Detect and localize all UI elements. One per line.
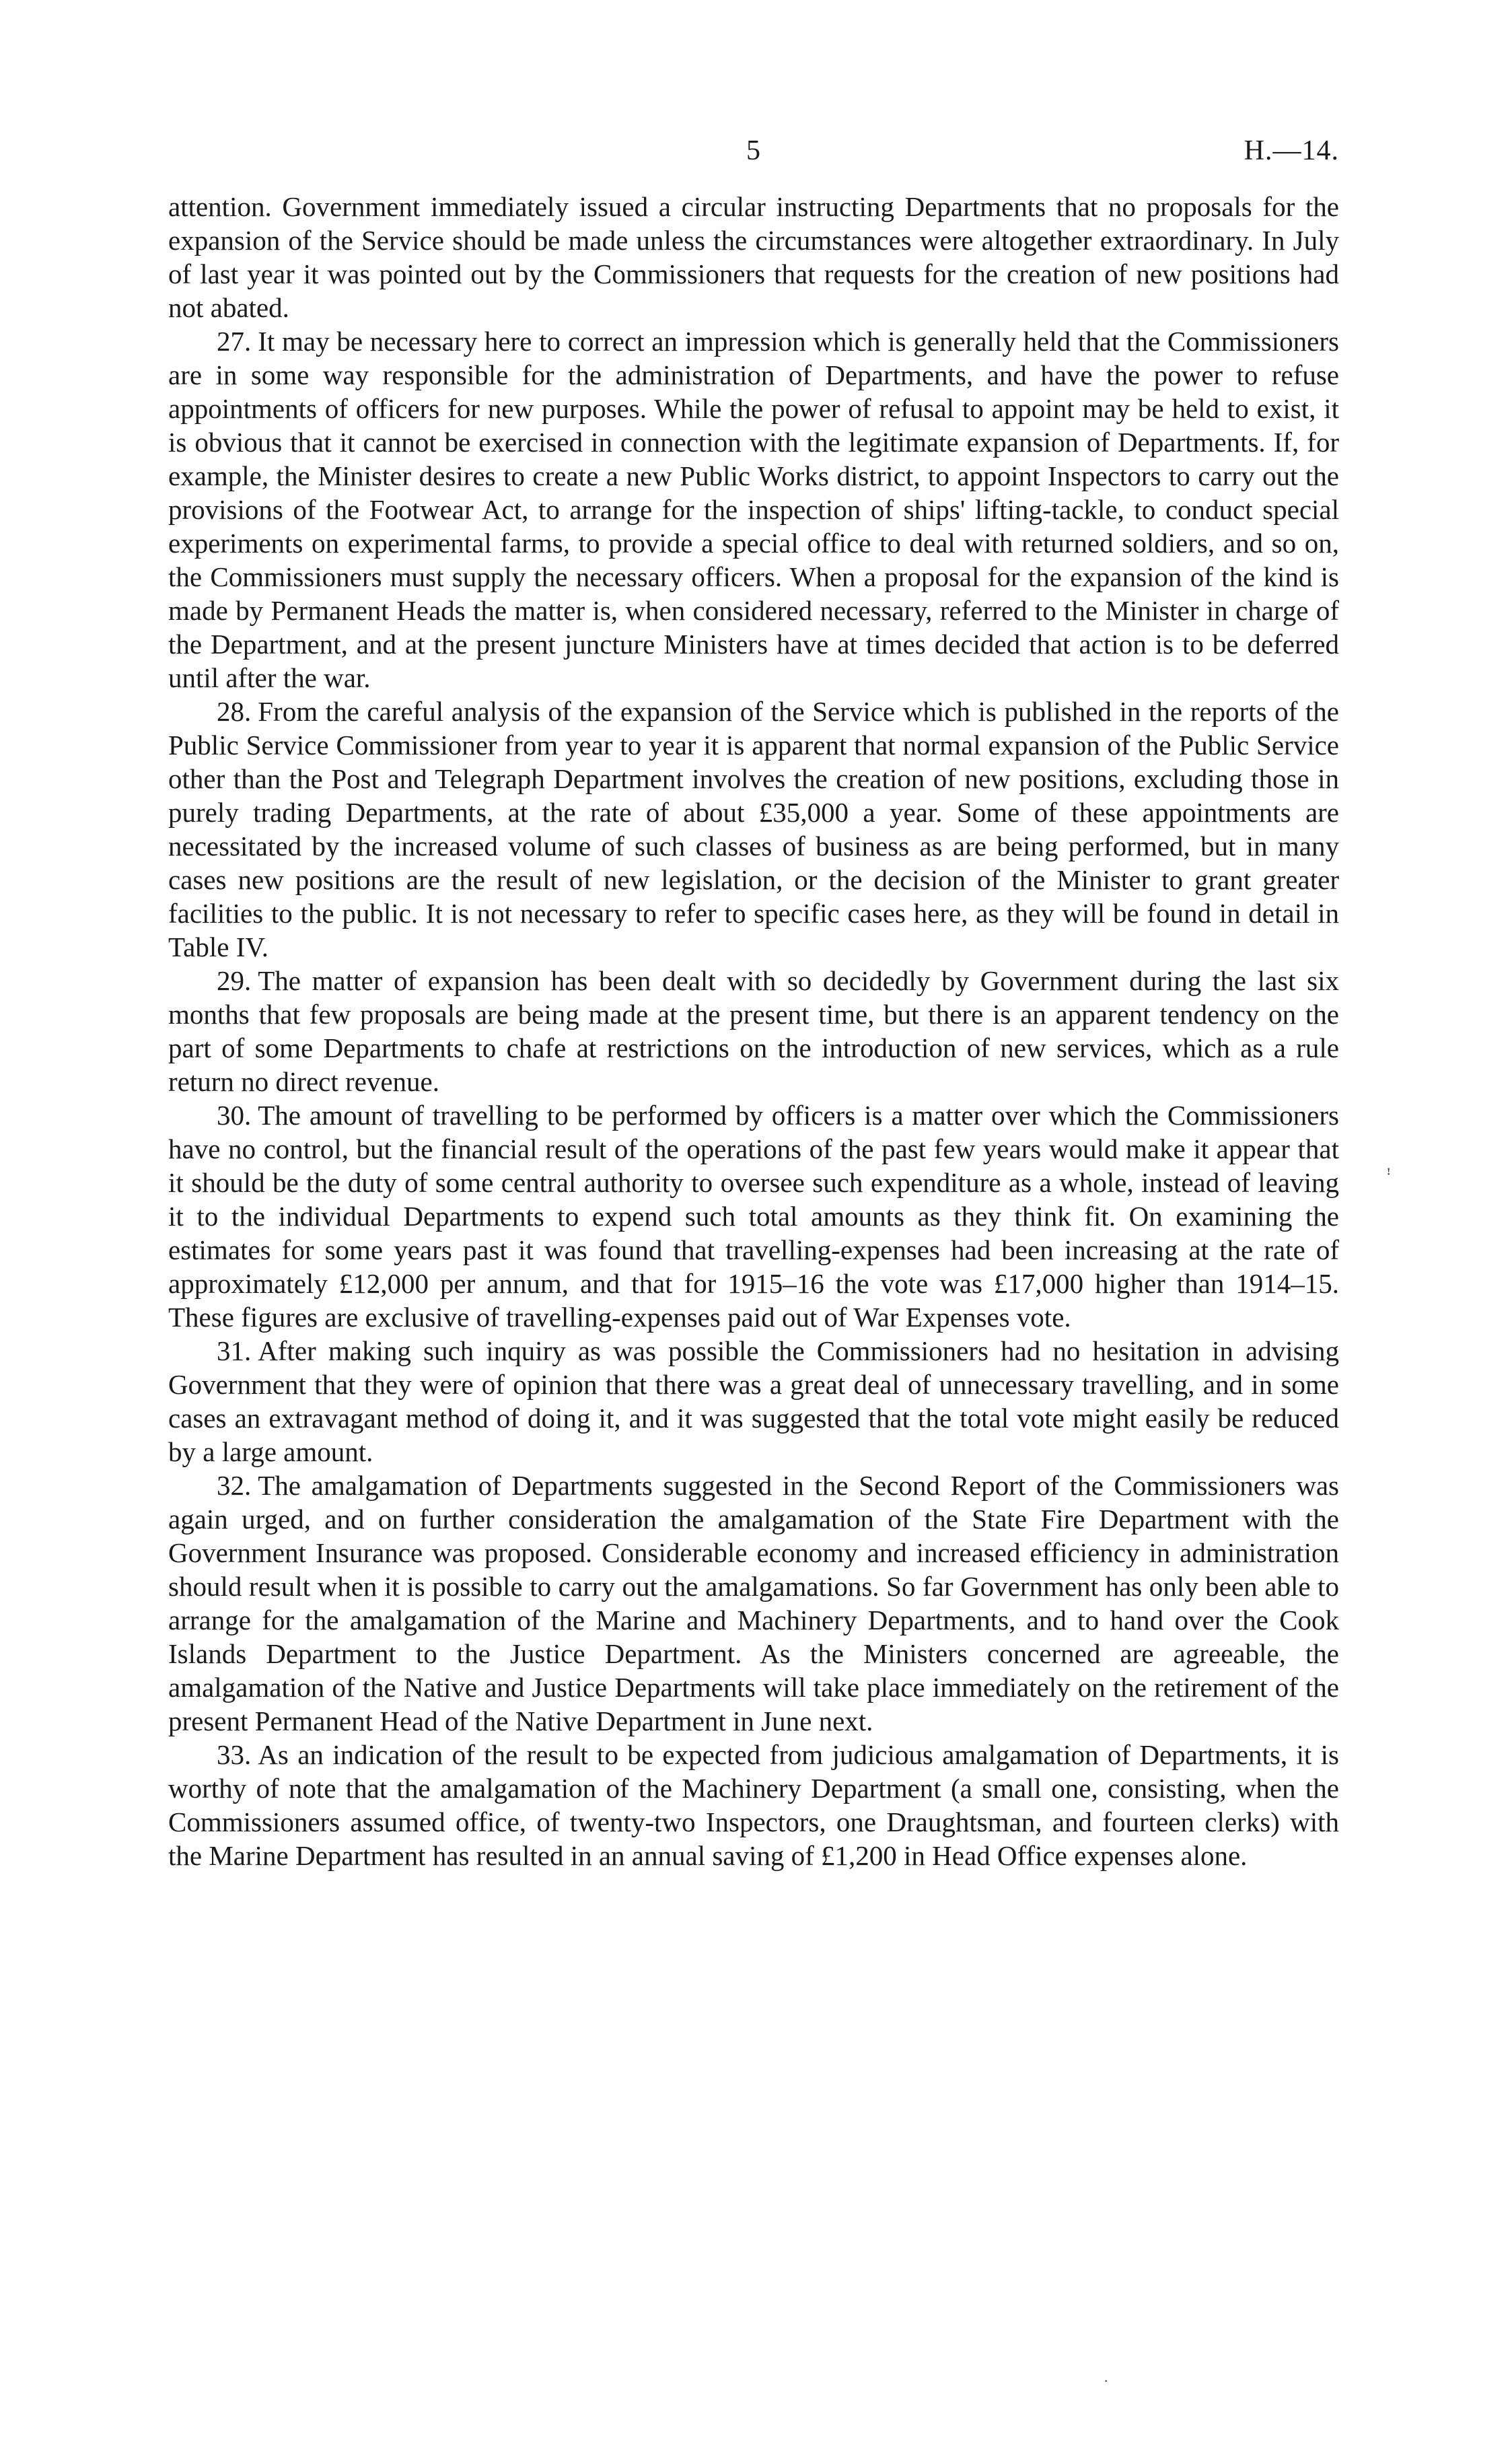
- paragraph-number: 28.: [217, 696, 252, 727]
- paragraph-text: It may be necessary here to correct an impression which is generally held that the Commissioners are in some way responsible for the administration of Departments, and have the power to refuse appointments of officers for new purposes. While the power of refusal to appoint may be held to exist, it is obvious that it cannot be exercised in connection with the legitimate expansion of Departments. If, for example, the Minister desires to create a new Public Works district, to appoint Inspectors to carry out the provisions of the Footwear Act, to arrange for the inspection of ships' lifting-tackle, to conduct special experiments on experimental farms, to provide a special office to deal with returned soldiers, and so on, the Commissioners must supply the necessary officers. When a proposal for the expansion of the kind is made by Permanent Heads the matter is, when considered necessary, referred to the Minister in charge of the Department, and at the present juncture Ministers have at times decided that action is to be deferred until after the war.: [168, 326, 1339, 693]
- paragraph-28: [168, 695, 1339, 964]
- paragraph-27: [168, 324, 1339, 695]
- paragraph-number: 32.: [217, 1470, 252, 1501]
- paragraph-number: 29.: [217, 965, 252, 996]
- paragraph-text: From the careful analysis of the expansion of the Service which is published in the reports of the Public Service Commissioner from year to year it is apparent that normal expansion of the Public Service other than the Post and Telegraph Department involves the creation of new positions, excluding those in purely trading Departments, at the rate of about £35,000 a year. Some of these appointments are necessitated by the increased volume of such classes of business as are being performed, but in many cases new positions are the result of new legislation, or the decision of the Minister to grant greater facilities to the public. It is not necessary to refer to specific cases here, as they will be found in detail in Table IV.: [168, 696, 1339, 962]
- paragraph-32: [168, 1469, 1339, 1738]
- paragraph-number: 31.: [217, 1335, 252, 1366]
- paragraph-33: [168, 1738, 1339, 1872]
- paragraph-29: [168, 964, 1339, 1098]
- paragraph-number: 33.: [217, 1739, 252, 1770]
- scan-mark: ·: [1104, 2372, 1109, 2389]
- paragraph-text: attention. Government immediately issued a circular instructing Departments that no proposals for the expansion of the Service should be made unless the circumstances were altogether extraordinary. In July of last year it was pointed out by the Commissioners that requests for the creation of new positions had not abated.: [168, 191, 1339, 323]
- page-number: 5: [746, 135, 761, 166]
- paragraph-continuation: [168, 190, 1339, 324]
- paragraph-number: 27.: [217, 326, 252, 357]
- page-header: [168, 135, 1339, 175]
- body-text: [168, 190, 1339, 1872]
- paragraph-text: The amalgamation of Departments suggested in the Second Report of the Commissioners was again urged, and on further consideration the amalgamation of the State Fire Department with the Government Insurance was proposed. Considerable economy and increased efficiency in administration should result when it is possible to carry out the amalgamations. So far Government has only been able to arrange for the amalgamation of the Marine and Machinery Departments, and to hand over the Cook Islands Department to the Justice Department. As the Ministers concerned are agreeable, the amalgamation of the Native and Justice Departments will take place immediately on the retirement of the present Permanent Head of the Native Department in June next.: [168, 1470, 1339, 1736]
- paragraph-30: [168, 1098, 1339, 1334]
- paragraph-text: The amount of travelling to be performed by officers is a matter over which the Commissioners have no control, but the financial result of the operations of the past few years would make it appear that it should be the duty of some central authority to oversee such expenditure as a whole, instead of leaving it to the individual Departments to expend such total amounts as they think fit. On examining the estimates for some years past it was found that travelling-expenses had been increasing at the rate of approximately £12,000 per annum, and that for 1915–16 the vote was £17,000 higher than 1914–15. These figures are exclusive of travelling-expenses paid out of War Expenses vote.: [168, 1100, 1339, 1333]
- scan-mark: ꜝ: [1386, 1168, 1392, 1185]
- paragraph-text: After making such inquiry as was possible the Commissioners had no hesitation in advising Government that they were of opinion that there was a great deal of unnecessary travelling, and in some cases an extravagant method of doing it, and it was suggested that the total vote might easily be reduced by a large amount.: [168, 1335, 1339, 1467]
- paragraph-number: 30.: [217, 1100, 252, 1131]
- paragraph-31: [168, 1334, 1339, 1469]
- paragraph-text: The matter of expansion has been dealt with so decidedly by Government during the last six months that few proposals are being made at the present time, but there is an apparent tendency on the part of some Departments to chafe at restrictions on the introduction of new services, which as a rule return no direct revenue.: [168, 965, 1339, 1097]
- report-code: H.—14.: [1244, 135, 1339, 166]
- paragraph-text: As an indication of the result to be expected from judicious amalgamation of Departments, it is worthy of note that the amalgamation of the Machinery Department (a small one, consisting, when the Commissioners assumed office, of twenty-two Inspectors, one Draughtsman, and fourteen clerks) with the Marine Department has resulted in an annual saving of £1,200 in Head Office expenses alone.: [168, 1739, 1339, 1871]
